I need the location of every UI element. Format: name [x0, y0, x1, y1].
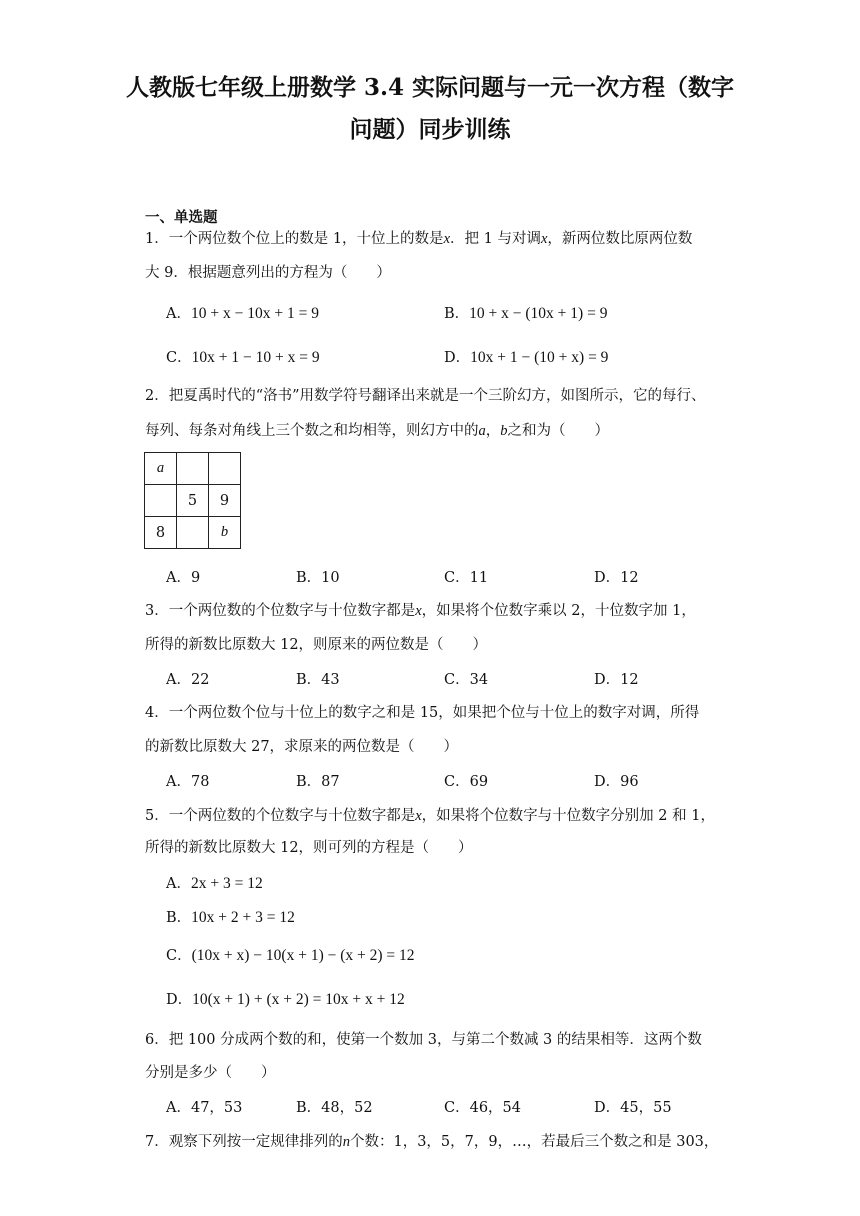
magic-square-cell: [177, 517, 209, 549]
question-5-option-a[interactable]: [166, 876, 263, 892]
magic-square-cell: [209, 453, 241, 485]
magic-square-cell: 5: [177, 485, 209, 517]
magic-square: [144, 452, 241, 549]
question-3-option-b[interactable]: [296, 673, 340, 688]
option-label: D．: [594, 570, 621, 586]
option-text: 96: [620, 774, 639, 790]
option-text: 69: [469, 774, 489, 790]
question-3-option-d[interactable]: [594, 673, 639, 688]
option-text: 10(x + 1) + (x + 2) = 10x + x + 12: [192, 991, 405, 1008]
option-text: 12: [620, 570, 639, 586]
question-2-option-a[interactable]: [166, 571, 200, 586]
question-2-option-c[interactable]: [444, 571, 488, 586]
option-label: A．: [166, 672, 191, 688]
option-text: 11: [469, 570, 489, 586]
question-7-line1: [145, 1135, 718, 1150]
question-1-option-b[interactable]: [444, 306, 607, 322]
question-4-line1: 4．一个两位数个位与十位上的数字之和是 15，如果把个位与十位上的数字对调，所得: [145, 705, 700, 721]
option-label: A．: [166, 306, 191, 322]
question-2-text-c: 之和为（ ）: [507, 423, 609, 439]
question-3-option-c[interactable]: [444, 673, 488, 688]
question-1-option-d[interactable]: [444, 350, 608, 366]
question-5-option-c[interactable]: [166, 948, 415, 964]
question-5-line1: [145, 809, 715, 824]
question-1-option-c[interactable]: [166, 350, 320, 366]
question-4-option-c[interactable]: [444, 775, 488, 790]
option-text: 10x + 2 + 3 = 12: [191, 909, 295, 926]
magic-square-cell: b: [209, 517, 241, 549]
option-label: C．: [444, 1100, 470, 1116]
section-heading: 一、单选题: [145, 209, 218, 226]
option-label: B．: [166, 910, 192, 926]
question-3-var-x: x: [415, 603, 422, 619]
question-3-line2: 所得的新数比原数大 12，则原来的两位数是（ ）: [145, 637, 488, 653]
question-3-line1: [145, 604, 696, 619]
option-text: 10x + 1 − 10 + x = 9: [191, 349, 320, 366]
question-6-option-c[interactable]: [444, 1101, 521, 1116]
option-label: D．: [444, 350, 471, 366]
option-text: 9: [190, 570, 201, 586]
question-1-text-b: ．把 1 与对调: [450, 231, 541, 247]
option-label: C．: [444, 774, 470, 790]
option-label: A．: [166, 774, 191, 790]
page-title-line1: 人教版七年级上册数学 3.4 实际问题与一元一次方程（数字: [125, 74, 735, 101]
question-4-option-a[interactable]: [166, 775, 209, 790]
option-label: B．: [296, 1100, 322, 1116]
option-text: 22: [190, 672, 210, 688]
question-6-option-a[interactable]: [166, 1101, 242, 1116]
question-1-var-x: x: [443, 231, 450, 247]
question-1-line2: 大 9．根据题意列出的方程为（ ）: [145, 265, 391, 281]
option-label: B．: [444, 306, 470, 322]
option-text: 34: [469, 672, 489, 688]
option-label: C．: [444, 672, 470, 688]
option-text: 48，52: [321, 1100, 373, 1116]
question-2-text-b: ，: [485, 423, 501, 439]
option-text: 46，54: [469, 1100, 522, 1116]
magic-square-cell: 8: [145, 517, 177, 549]
option-label: D．: [166, 992, 193, 1008]
option-label: C．: [444, 570, 470, 586]
option-text: 12: [620, 672, 639, 688]
question-7-var-n: n: [342, 1134, 350, 1150]
question-4-option-d[interactable]: [594, 775, 639, 790]
question-1-line1: [145, 232, 692, 247]
option-text: 10 + x − 10x + 1 = 9: [190, 305, 319, 322]
question-7-text-a: 7．观察下列按一定规律排列的: [145, 1134, 343, 1150]
question-6-line1: 6．把 100 分成两个数的和，使第一个数加 3，与第二个数减 3 的结果相等．这两个数: [145, 1032, 702, 1048]
question-6-option-b[interactable]: [296, 1101, 373, 1116]
question-1-option-a[interactable]: [166, 306, 319, 322]
question-5-var-x: x: [415, 808, 422, 824]
question-3-text-a: 3．一个两位数的个位数字与十位数字都是: [145, 603, 416, 619]
question-2-line1: 2．把夏禹时代的“洛书”用数学符号翻译出来就是一个三阶幻方，如图所示，它的每行、: [145, 388, 706, 404]
question-1-text-c: ，新两位数比原两位数: [547, 231, 693, 247]
option-label: A．: [166, 1100, 191, 1116]
option-label: B．: [296, 672, 322, 688]
option-label: D．: [594, 1100, 621, 1116]
question-1-text-a: 1．一个两位数个位上的数是 1，十位上的数是: [145, 231, 444, 247]
question-6-option-d[interactable]: [594, 1101, 672, 1116]
question-1-var-x2: x: [540, 231, 548, 247]
option-text: 87: [321, 774, 340, 790]
question-2-option-b[interactable]: [296, 571, 340, 586]
magic-square-cell: 9: [209, 485, 241, 517]
option-text: (10x + x) − 10(x + 1) − (x + 2) = 12: [191, 947, 415, 964]
option-text: 10: [321, 570, 340, 586]
option-text: 10 + x − (10x + 1) = 9: [469, 305, 608, 322]
question-5-option-b[interactable]: [166, 910, 295, 926]
question-6-line2: 分别是多少（ ）: [145, 1065, 276, 1081]
question-4-line2: 的新数比原数大 27，求原来的两位数是（ ）: [145, 739, 459, 755]
option-text: 78: [190, 774, 210, 790]
question-2-line2: [145, 424, 609, 439]
magic-square-cell: [177, 453, 209, 485]
question-7-text-b: 个数：1，3，5，7，9，…，若最后三个数之和是 303，: [349, 1134, 719, 1150]
question-2-var-a: a: [478, 423, 486, 439]
question-3-text-b: ，如果将个位数字乘以 2，十位数字加 1，: [421, 603, 696, 619]
option-text: 45，55: [620, 1100, 672, 1116]
question-5-line2: 所得的新数比原数大 12，则可列的方程是（ ）: [145, 840, 473, 856]
question-5-text-a: 5．一个两位数的个位数字与十位数字都是: [145, 808, 416, 824]
option-label: A．: [166, 570, 191, 586]
magic-square-cell: [145, 485, 177, 517]
option-label: C．: [166, 948, 192, 964]
question-2-var-b: b: [500, 423, 508, 439]
question-4-option-b[interactable]: [296, 775, 340, 790]
option-label: C．: [166, 350, 192, 366]
question-5-text-b: ，如果将个位数字与十位数字分别加 2 和 1，: [421, 808, 715, 824]
question-2-option-d[interactable]: [594, 571, 639, 586]
option-text: 47，53: [190, 1100, 243, 1116]
question-3-option-a[interactable]: [166, 673, 209, 688]
option-label: B．: [296, 570, 322, 586]
option-text: 43: [321, 672, 340, 688]
question-5-option-d[interactable]: [166, 992, 405, 1008]
option-label: D．: [594, 774, 621, 790]
option-label: A．: [166, 876, 191, 892]
option-text: 10x + 1 − (10 + x) = 9: [470, 349, 609, 366]
option-text: 2x + 3 = 12: [190, 875, 263, 892]
page-title-line2: 问题）同步训练: [349, 116, 511, 143]
option-label: D．: [594, 672, 621, 688]
option-label: B．: [296, 774, 322, 790]
question-2-text-a: 每列、每条对角线上三个数之和均相等，则幻方中的: [145, 423, 479, 439]
magic-square-cell: a: [145, 453, 177, 485]
